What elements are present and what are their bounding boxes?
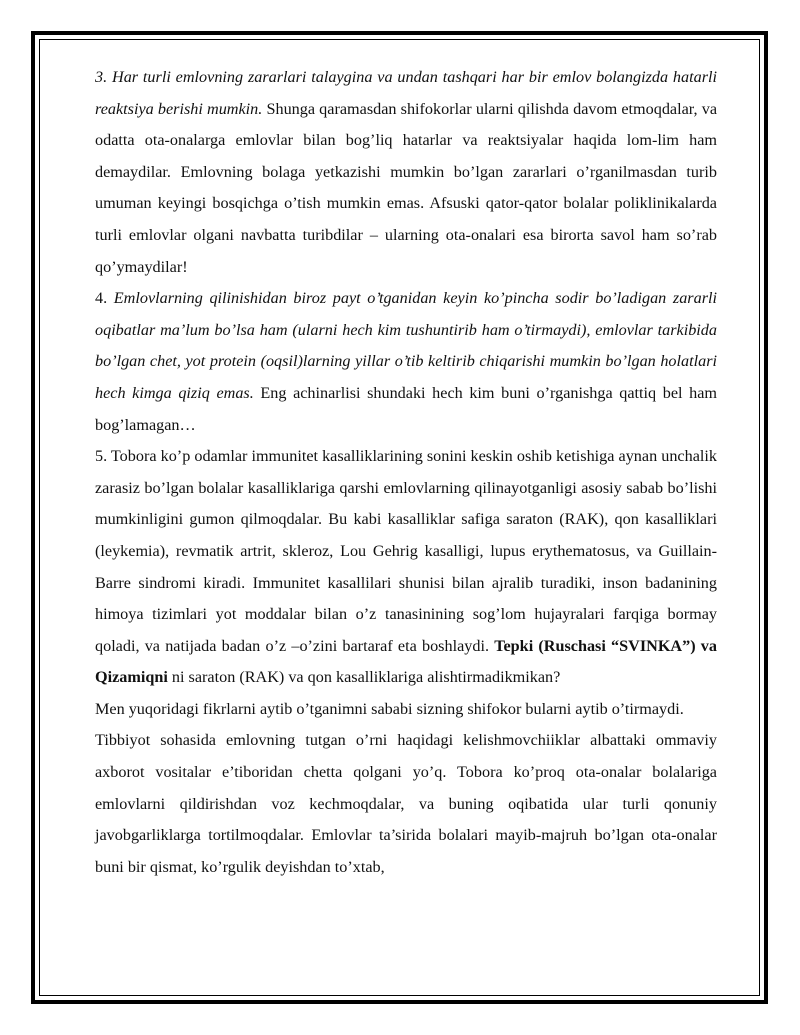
- paragraph-4-text: Eng achinarlisi shundaki hech kim buni o’rganishga qattiq bel ham bog’lamagan…: [95, 383, 717, 434]
- paragraph-4-number: 4.: [95, 289, 114, 308]
- paragraph-4-italic: Emlovlarning qilinishidan biroz payt o’tganidan keyin ko’pincha sodir bo’ladigan zararli oqibatlar ma’lum bo’lsa ham (ularni hech kim tushuntirib ham o’tirmaydi), emlovlar tarkibida bo’lgan chet, yot protein (oqsil)larning yillar o’tib keltirib chiqarishi mumkin bo’lgan holatlari hech kimga qiziq emas.: [95, 289, 717, 402]
- paragraph-6: Men yuqoridagi fikrlarni aytib o’tganimni sababi sizning shifokor bularni aytib o’tirmaydi.: [95, 699, 684, 718]
- paragraph-3-text: Shunga qaramasdan shifokorlar ularni qilishda davom etmoqdalar, va odatta ota-onalarga emlovlar bilan bog’liq hatarlar va reaktsiyalar haqida lom-lim ham demaydilar. Emlovning bolaga yetkazishi mumkin bo’lgan zararlari o’rganilmasdan turib umuman keyingi bosqichga o’tish mumkin emas. Afsuski qator-qator bolalar poliklinikalarda turli emlovlar olgani navbatta turibdilar – ularning ota-onalari esa birorta savol ham so’rab qo’ymaydilar!: [95, 99, 718, 276]
- paragraph-3-italic: Har turli emlovning zararlari talaygina va undan tashqari har bir emlov bolangizda hatarli reaktsiya berishi mumkin.: [95, 68, 717, 118]
- paragraph-5-bold: Tepki (Ruschasi “SVINKA”) va Qizamiqni: [95, 636, 717, 687]
- paragraph-4: [95, 283, 717, 441]
- paragraph-5: [95, 441, 717, 694]
- paragraph-3: [95, 62, 717, 283]
- paragraph-5-rest: ni saraton (RAK) va qon kasalliklariga alishtirmadikmikan?: [167, 668, 561, 687]
- paragraph-7: Tibbiyot sohasida emlovning tutgan o’rni haqidagi kelishmovchiiklar albattaki ommaviy axborot vositalar e’tiboridan chetta qolgani yo’q. Tobora ko’proq ota-onalar bolalariga emlovlarni qildirishdan voz kechmoqdalar, va buning oqibatida ular turli qonuniy javobgarliklarga tortilmoqdalar. Emlovlar ta’sirida bolalari mayib-majruh bo’lgan ota-onalar buni bir qismat, ko’rgulik deyishdan to’xtab,: [95, 731, 717, 876]
- document-body: [95, 62, 717, 883]
- paragraph-5-text: 5. Tobora ko’p odamlar immunitet kasalliklarining sonini keskin oshib ketishiga aynan unchalik zarasiz bo’lgan bolalar kasalliklariga qarshi emlovlarning qilinayotganligi asosiy sabab bo’lishi mumkinligini gumon qilmoqdalar. Bu kabi kasalliklar safiga saraton (RAK), qon kasalliklari (leykemia), revmatik artrit, skleroz, Lou Gehrig kasalligi, lupus erythematosus, va Guillain-Barre sindromi kiradi. Immunitet kasallilari shunisi bilan ajralib turadiki, inson badanining himoya tizimlari yot moddalar bilan o’z tanasinining sog’lom hujayralari farqiga bormay qoladi, va natijada badan o’z –o’zini bartaraf eta boshlaydi.: [95, 447, 717, 655]
- paragraph-3-number: 3.: [95, 68, 112, 86]
